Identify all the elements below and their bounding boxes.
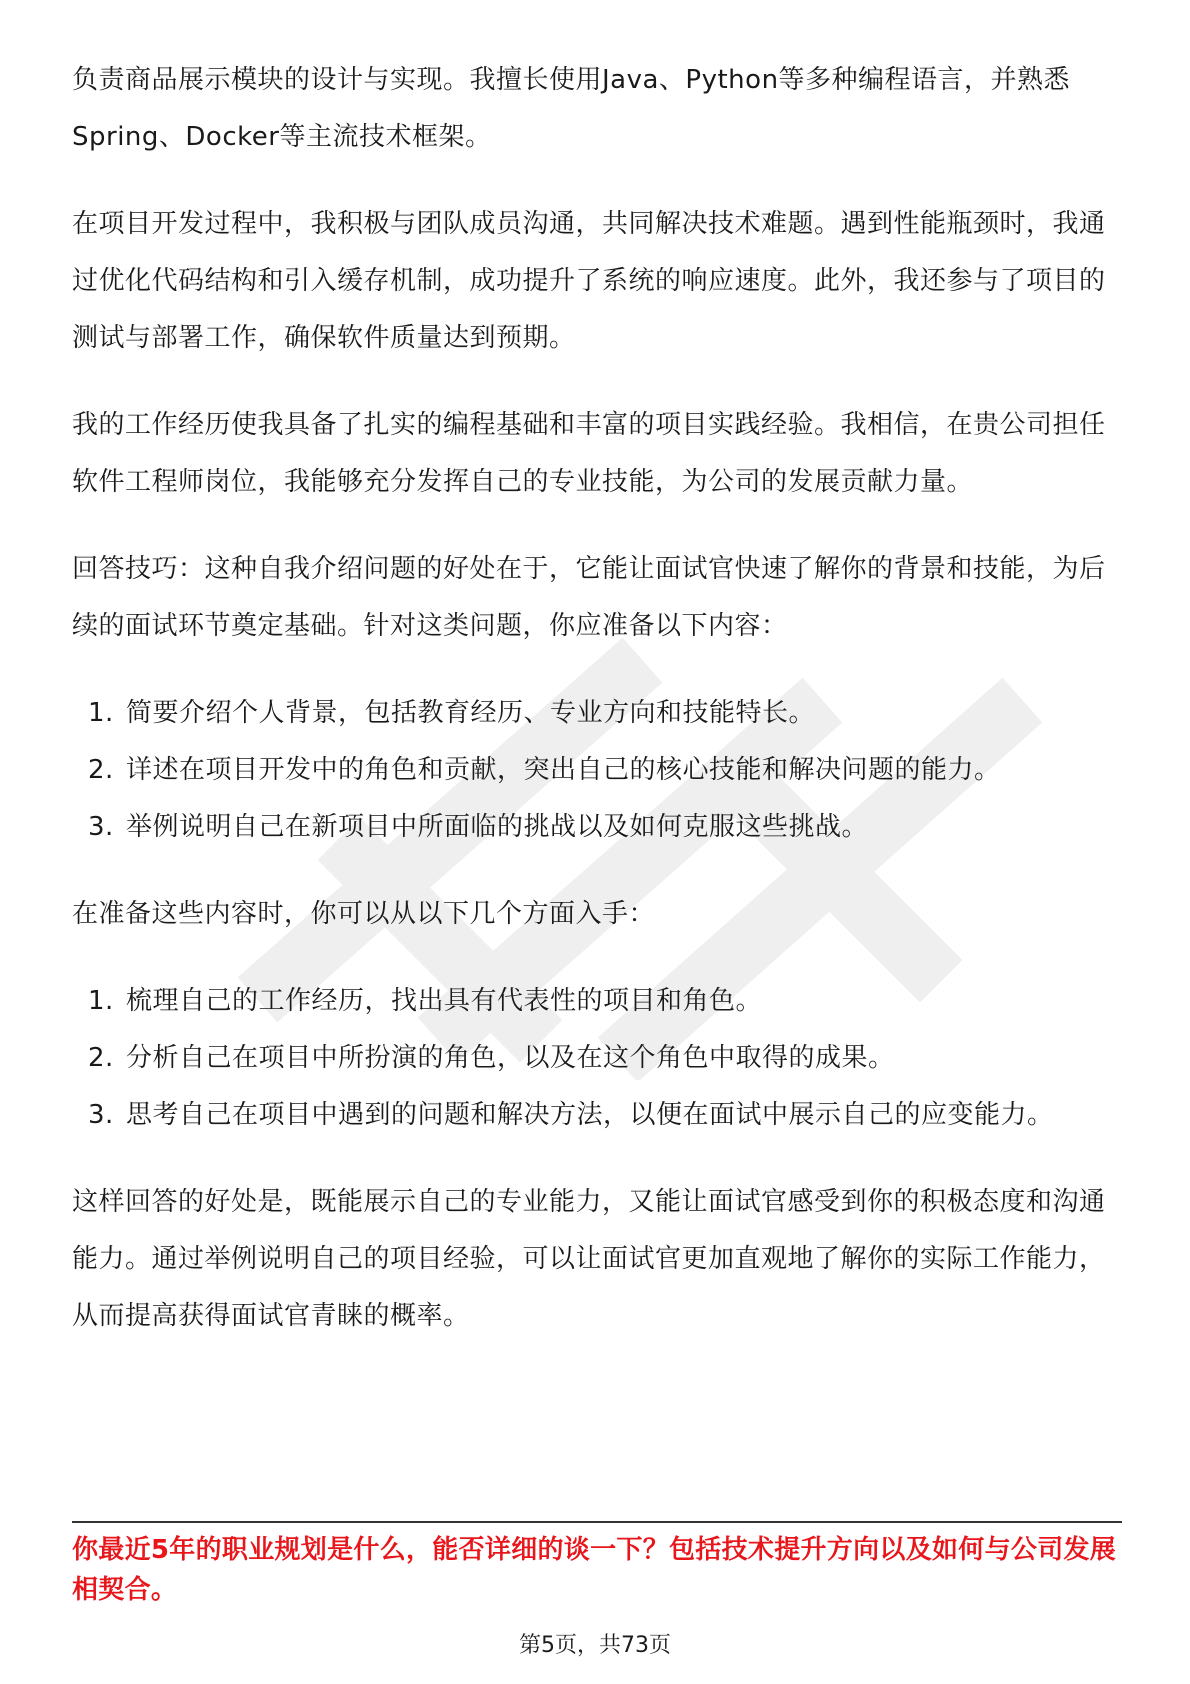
- paragraph: 这样回答的好处是，既能展示自己的专业能力，又能让面试官感受到你的积极态度和沟通能力。通过举例说明自己的项目经验，可以让面试官更加直观地了解你的实际工作能力，从而提高获得面试官青睐的概率。: [72, 1187, 1106, 1331]
- list-item: [72, 799, 1122, 856]
- document-body: [72, 52, 1122, 1375]
- answer-tips-paragraph: 回答技巧：这种自我介绍问题的好处在于，它能让面试官快速了解你的背景和技能，为后续的面试环节奠定基础。针对这类问题，你应准备以下内容：: [72, 554, 1106, 641]
- list-text: 详述在项目开发中的角色和贡献，突出自己的核心技能和解决问题的能力。: [126, 755, 1001, 785]
- section-divider: [72, 1521, 1122, 1523]
- list-number: 1.: [88, 986, 114, 1016]
- list-text: 举例说明自己在新项目中所面临的挑战以及如何克服这些挑战。: [126, 812, 869, 842]
- list-item: [72, 742, 1122, 799]
- tips-list: [72, 685, 1122, 856]
- list-text: 简要介绍个人背景，包括教育经历、专业方向和技能特长。: [126, 698, 816, 728]
- list-number: 2.: [88, 755, 114, 785]
- paragraph: 我的工作经历使我具备了扎实的编程基础和丰富的项目实践经验。我相信，在贵公司担任软件工程师岗位，我能够充分发挥自己的专业技能，为公司的发展贡献力量。: [72, 410, 1106, 497]
- list-item: [72, 1087, 1122, 1144]
- list-text: 思考自己在项目中遇到的问题和解决方法，以便在面试中展示自己的应变能力。: [126, 1100, 1054, 1130]
- list-item: [72, 1030, 1122, 1087]
- list-text: 梳理自己的工作经历，找出具有代表性的项目和角色。: [126, 986, 763, 1016]
- list-item: [72, 973, 1122, 1030]
- list-number: 2.: [88, 1043, 114, 1073]
- list-number: 3.: [88, 812, 114, 842]
- list-number: 1.: [88, 698, 114, 728]
- list-number: 3.: [88, 1100, 114, 1130]
- page-number-footer: 第5页，共73页: [519, 1633, 671, 1658]
- paragraph: 在项目开发过程中，我积极与团队成员沟通，共同解决技术难题。遇到性能瓶颈时，我通过优化代码结构和引入缓存机制，成功提升了系统的响应速度。此外，我还参与了项目的测试与部署工作，确保软件质量达到预期。: [72, 209, 1106, 353]
- paragraph: 在准备这些内容时，你可以从以下几个方面入手：: [72, 899, 656, 929]
- paragraph: 负责商品展示模块的设计与实现。我擅长使用Java、Python等多种编程语言，并熟悉Spring、Docker等主流技术框架。: [72, 65, 1071, 152]
- list-text: 分析自己在项目中所扮演的角色，以及在这个角色中取得的成果。: [126, 1043, 895, 1073]
- list-item: [72, 685, 1122, 742]
- next-question-heading: 你最近5年的职业规划是什么，能否详细的谈一下？包括技术提升方向以及如何与公司发展相契合。: [72, 1535, 1117, 1605]
- preparation-list: [72, 973, 1122, 1144]
